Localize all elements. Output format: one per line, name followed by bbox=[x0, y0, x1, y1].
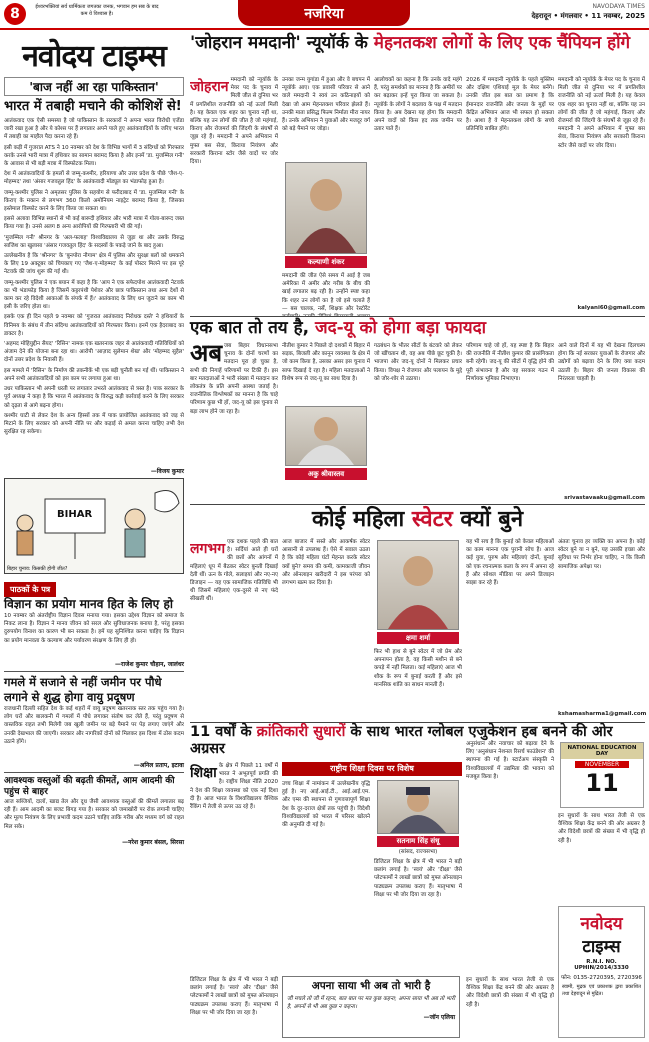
letter2-body: राजधानी दिल्ली सहित देश के कई शहरों में वायु प्रदूषण खतरनाक स्तर तक पहुंच गया है। लोग घरों और बालकनी में गमलों में पौधे लगाकर संतोष कर लेते हैं, परंतु प्रदूषण से वास्तविक राहत तभी मिलेगी जब खुली जमीन पर बड़े पैमाने पर पेड़ लगाए जाएंगे और उनकी देखभाल की जाएगी। सरकार और नागरिकों दोनों को मिलकर इस दिशा में ठोस कदम उठाने होंगे। bbox=[4, 706, 184, 745]
masthead-regn: R.N.I. NO. UPHIN/2014/3330 bbox=[574, 959, 629, 971]
author-name-kalyani: कल्याणी शंकर bbox=[285, 256, 367, 268]
cartoon bbox=[4, 478, 184, 574]
page-header bbox=[0, 0, 649, 30]
article4-col5: इन सुधारों के साथ भारत तेजी से एक वैश्विक शिक्षा केंद्र बनने की ओर अग्रसर है और विदेशी छात्रों की संख्या में भी वृद्धि हो रही है। bbox=[558, 813, 645, 844]
cartoon-drawing bbox=[5, 479, 183, 573]
calendar-month: NOVEMBER bbox=[575, 761, 629, 768]
author-photo-satnam bbox=[377, 780, 459, 834]
article3-col3: फिर भी हाथ से बुने स्वेटर में जो प्रेम और अपनापन होता है, वह किसी मशीन से बने कपड़े में नहीं मिलता। कई महिलाएं आज भी शौक के रूप में बुनाई करती हैं और इसे मानसिक शांति का साधन मानती हैं। bbox=[374, 649, 462, 688]
portrait-icon bbox=[286, 407, 366, 465]
header-date: देहरादून • मंगलवार • 11 नवम्बर, 2025 bbox=[531, 12, 645, 20]
article4-headline: 11 वर्षों के क्रांतिकारी सुधारों के साथ भारत ग्लोबल एजुकेशन हब बनने की ओर अग्रसर bbox=[190, 724, 613, 757]
author-photo-kshama bbox=[377, 540, 459, 630]
article3-col1: लगभग एक दशक पहले की बात है। सर्दियां आते ही घरों की छतों और आंगनों में महिलाएं धूप में बैठकर स्वेटर बुनती दिखाई देती थीं। ऊन के गोले, सलाइयां और नए-नए डिजाइन — यह एक सामाजिक गतिविधि भी थी जिसमें महिलाएं एक-दूसरे से नए फंदे सीखती थीं। bbox=[190, 539, 278, 603]
article4-badge: राष्ट्रीय शिक्षा दिवस पर विशेष bbox=[282, 762, 462, 776]
article1-col4: आलोचकों का कहना है कि उनके वादे महंगे हैं, परंतु समर्थकों का मानना है कि अमीरों पर कर बढ़ाकर इन्हें पूरा किया जा सकता है। न्यूयॉर्क के लोगों ने बदलाव के पक्ष में मतदान किया है। अब देखना यह होगा कि ममदानी अपने वादों को किस हद तक जमीन पर उतार पाते हैं। bbox=[374, 77, 462, 133]
header-brand: NAVODAYA TIMES bbox=[592, 3, 645, 10]
masthead-logo: नवोदय टाइम्स bbox=[580, 914, 623, 957]
header-quote: ईश्वरभक्तियां सर्व धार्मिकता जगतका जनक, भगवान हम सब के बाद कम ये विश्वास है। bbox=[35, 4, 159, 17]
author-photo-kalyani bbox=[285, 162, 367, 254]
article2-col1: अब जब बिहार विधानसभा चुनाव के दोनों चरणों का मतदान पूरा हो चुका है, सभी की निगाहें परिणामों पर टिकी हैं। इस बार मतदाताओं ने भारी संख्या में मतदान कर लोकतंत्र के प्रति अपनी आस्था जताई है। राजनीतिक विश्लेषकों का मानना है कि चाहे परिणाम कुछ भी हों, जद-यू को इस चुनाव से बड़ा लाभ होने जा रहा है। bbox=[190, 342, 278, 415]
article2-headline: एक बात तो तय है, जद-यू को होगा बड़ा फायदा bbox=[190, 318, 487, 338]
article3-col2: आज बाजार में सस्ते और आकर्षक स्वेटर आसानी से उपलब्ध हैं। ऐसे में सवाल उठता है कि कोई महिला घंटों मेहनत करके स्वेटर क्यों बुने? समय की कमी, कामकाजी जीवन और ऑनलाइन खरीदारी ने इस परंपरा को लगभग खत्म कर दिया है। bbox=[282, 539, 370, 587]
letter2-headline: गमले में सजाने से नहीं जमीन पर पौधे लगाने से शुद्ध होगा वायु प्रदूषण bbox=[4, 675, 162, 704]
newspaper-logo: नवोदय टाइम्स bbox=[22, 39, 166, 74]
article1-email: kalyani60@gmail.com bbox=[577, 305, 645, 311]
letter3-byline: —नरेश कुमार बंसल, सिरसा bbox=[122, 839, 184, 846]
editorial-column bbox=[4, 34, 184, 846]
page-number: 8 bbox=[4, 3, 26, 25]
article2-col4: परिणाम चाहे जो हों, यह स्पष्ट है कि बिहार की राजनीति में नीतीश कुमार की प्रासंगिकता बनी रहेगी। जद-यू की सीटों में वृद्धि होने की पूरी संभावना है और वह सरकार गठन में निर्णायक भूमिका निभाएगा। bbox=[466, 343, 554, 382]
portrait-icon bbox=[378, 781, 458, 833]
education-day-calendar bbox=[560, 742, 644, 808]
section-title: नजरिया bbox=[304, 6, 344, 22]
article1-col5: 2026 में ममदानी न्यूयॉर्क के पहले मुस्लिम और दक्षिण एशियाई मूल के मेयर बनेंगे। उनकी जीत इस बात का प्रमाण है कि ईमानदार राजनीति और जनता के मुद्दों पर केंद्रित अभियान आज भी सफल हो सकता है। आशा है वे मेहनतकश लोगों के सच्चे प्रतिनिधि साबित होंगे। bbox=[466, 77, 554, 133]
author-role-satnam: (सांसद, राज्यसभा) bbox=[398, 849, 438, 855]
poem-headline: अपना साया भी अब तो भारी है bbox=[311, 980, 431, 992]
article1-headline: 'जोहरान ममदानी' न्यूयॉर्क के मेहनतकश लोगों के लिए एक चैंपियन होंगे bbox=[190, 33, 631, 53]
masthead-info: स्वामी, मुद्रक एवं प्रकाशक द्वारा प्रकाशित तथा देहरादून से मुद्रित। bbox=[562, 984, 641, 997]
article1-col2: उनका जन्म युगांडा में हुआ और वे बचपन में न्यूयॉर्क आए। एक प्रवासी परिवार से आने वाले ममदानी ने स्वयं उन कठिनाइयों को देखा जो आम मेहनतकश परिवार झेलते हैं। उनकी माता प्रसिद्ध फिल्म निर्माता मीरा नायर हैं। उनके अभियान ने युवाओं और मजदूर वर्ग को बड़े पैमाने पर जोड़ा। bbox=[282, 77, 370, 133]
calendar-day: 11 bbox=[585, 769, 619, 797]
article3-col4: यह भी सच है कि बुनाई को केवल महिलाओं का काम मानना एक पुरानी सोच है। आज कई युवा, पुरुष और महिलाएं दोनों, बुनाई को एक रचनात्मक कला के रूप में अपना रहे हैं और सोशल मीडिया पर अपने डिजाइन साझा कर रहे हैं। bbox=[466, 539, 554, 587]
section-banner bbox=[238, 0, 410, 26]
editorial-body: आतंकवाद एक ऐसी समस्या है जो पाकिस्तान के सरकारों ने अपना भारत विरोधी एजेंडा जारी रखा हुआ है और ये कोश्‍स पर हैं लगातार अपने पाले हुए आतंकवादियों के जरिए भारत में तबाही का माहौल पैदा करना रहे हैं। इसी कड़ी में गुजरात ATS ने 10 नवम्बर को देश के विभिन्न भागों में 3 संदिग्धों को गिरफ्तार करके उनसे भारी मात्रा में हथियार का सामान बरामद किया है और इनमें 'डा. मुजम्मिल गनी' के आवास से भी बड़ी मात्रा में विस्फोटक मिला। देश में आतंकवादियों के हमलों से जम्मू-कश्मीर, हरियाणा और उत्तर प्रदेश के पीछे 'जैश-ए-मोहम्मद' तथा 'अंसार गजवतुल हिंद' के आतंकवादी मॉड्यूल का भंडाफोड़ हुआ है। जम्मू-कश्मीर पुलिस ने अमृतसर पुलिस के सहयोग से फरीदाबाद में 'डा. मुजम्मिल गनी' के किराए के मकान से लगभग 360 किलो अमोनियम नाइट्रेट बरामद किया है, जिसका इस्तेमाल विस्फोट करने के लिए किया जा सकता था। इससे अलावा विभिन्न स्थानों से भी कई बारूदी हथियार और भारी मात्रा में गोला-बारूद जब्त किया गया है। उनसे अलग 8 अन्य आरोपियों की गिरफ्तारी भी की गई। 'मुजम्मिल गनी' श्रीनगर के 'अल-फलाह' विश्वविद्यालय से जुड़ा था और उसके विरुद्ध साजिश का खुलासा 'अंसार गजवतुल हिंद' के सदस्यों के पकड़े जाने के बाद हुआ। उल्लेखनीय है कि 'श्रीनगर' के 'बुनपोरा नौगाम' क्षेत्र में पुलिस और सुरक्षा बलों को धमकाने के लिए 19 अक्टूबर को चिपकाए गए 'जैश-ए-मोहम्मद' के कई पोस्टर मिलने पर इस पूरे नेटवर्क की जांच शुरू की गई थी। जम्मू-कश्मीर पुलिस ने एक बयान में कहा है कि 'आप ने एक सफेदपोश आतंकवादी नेटवर्क का भी भंडाफोड़ किया है जिसमें कट्टरपंथी पेशेवर और छात्र पाकिस्तान तथा अन्य देशों से काम कर रहे विदेशी आकाओं के संपर्क में हैं।' आतंकवाद के लिए धन जुटाने का काम भी इसी के जरिए होता था। इसके एक ही दिन पहले 9 नवम्बर को 'गुजरात आतंकवाद निरोधक दस्ते' ने हथियारों के विनिमय के संबंध में तीन संदिग्ध आतंकवादियों को गिरफ्तार किया। इनमें एक हैदराबाद का डाक्टर है। 'अहमद मोहियुद्दीन सैयद' 'रिसिन' नामक एक खतरनाक जहर से आतंकवादी गतिविधियों को अंजाम देने की योजना बना रहा था। आरोपी 'आज़ाद सुलेमान शेख' और 'मोहम्मद सुहैल' दोनों उत्तर प्रदेश के निवासी हैं। इस मामले में 'रिसिन' के निर्माण की तकनीकें भी एक बड़ी चुनौती बन गई थीं। पाकिस्तान ने अपने सभी आतंकवादियों को इस काम पर लगाया हुआ था। उधर पाकिस्तान भी अपनी धरती पर लगातार उभरते आतंकवाद से त्रस्त है। पाक सरकार के पूर्व अध्यक्ष ने कहा है कि भारत में आतंकवाद के विरुद्ध कड़ी कार्रवाई करने के लिए सरकार को दृढ़ता से आगे बढ़ना होगा। कश्मीर घाटी से लेकर देश के अन्य हिस्सों तक में पाक प्रायोजित आतंकवाद को जड़ से मिटाने के लिए सरकार को अपनी नीति पर और कड़ाई से अमल करना चाहिए तभी देश सुरक्षित रह सकेगा। bbox=[4, 118, 184, 436]
article2-col5: आने वाले दिनों में यह भी देखना दिलचस्प होगा कि नई सरकार युवाओं के रोजगार और उद्योगों को बढ़ावा देने के लिए क्या कदम उठाती है। बिहार की जनता विकास की निरंतरता चाहती है। bbox=[558, 343, 645, 382]
article4-col3: डिजिटल शिक्षा के क्षेत्र में भी भारत ने बड़ी छलांग लगाई है। 'स्वयं' और 'दीक्षा' जैसे प्लेटफार्मों ने लाखों छात्रों को मुफ्त ऑनलाइन पाठ्यक्रम उपलब्ध कराए हैं। मातृभाषा में शिक्षा पर भी जोर दिया जा रहा है। bbox=[374, 859, 462, 898]
article2-email: srivastavaaku@gmail.com bbox=[564, 495, 645, 501]
poem-byline: —जॉन एलिया bbox=[423, 1014, 455, 1022]
cartoon-sign: BIHAR bbox=[57, 509, 93, 520]
letter1-body: 10 नवम्बर को अंतर्राष्ट्रीय विज्ञान दिवस मनाया गया। इसका उद्देश्य विज्ञान को समाज के निकट लाना है। विज्ञान ने मानव जीवन को सरल और सुविधाजनक बनाया है, परंतु इसका दुरुपयोग विनाश का कारण भी बन सकता है। हमें यह सुनिश्चित करना चाहिए कि विज्ञान का प्रयोग मानवता के कल्याण और पर्यावरण संरक्षण के लिए ही हो। bbox=[4, 613, 184, 644]
article1-col1: जोहरान ममदानी को न्यूयॉर्क के मेयर पद के चुनाव में मिली जीत से दुनिया भर में प्रगतिशील राजनीति को नई ऊर्जा मिली है। यह केवल एक शहर का चुनाव नहीं था, बल्कि यह उन लोगों की जीत है जो महंगाई, किराए और रोजमर्रा की जिंदगी के संघर्षों से जूझ रहे हैं। ममदानी ने अपने अभियान में मुफ्त बस सेवा, किराया नियंत्रण और सरकारी किराना स्टोर जैसे वादों पर जोर दिया। bbox=[190, 77, 278, 166]
article1-col6: ममदानी को न्यूयॉर्क के मेयर पद के चुनाव में मिली जीत से दुनिया भर में प्रगतिशील राजनीति को नई ऊर्जा मिली है। यह केवल एक शहर का चुनाव नहीं था, बल्कि यह उन लोगों की जीत है जो महंगाई, किराए और रोजमर्रा की जिंदगी के संघर्षों से जूझ रहे हैं। ममदानी ने अपने अभियान में मुफ्त बस सेवा, किराया नियंत्रण और सरकारी किराना स्टोर जैसे वादों पर जोर दिया। bbox=[558, 77, 645, 149]
author-name-kshama: क्षमा शर्मा bbox=[377, 632, 459, 644]
author-photo-aku bbox=[285, 406, 367, 466]
calendar-title: NATIONAL EDUCATION DAY bbox=[561, 743, 643, 759]
letter3-body: आज सब्जियों, दालों, खाद्य तेल और दूध जैसी आवश्यक वस्तुओं की कीमतें लगातार बढ़ रही हैं। आम आदमी का बजट बिगड़ गया है। सरकार को जमाखोरी पर रोक लगानी चाहिए और मूल्य नियंत्रण के लिए प्रभावी कदम उठाने चाहिए ताकि गरीब और मध्यम वर्ग को राहत मिल सके। bbox=[4, 799, 184, 830]
author-name-aku: अकु श्रीवास्तव bbox=[285, 468, 367, 480]
editorial-headline: भारत में तबाही मचाने की कोशिशें से! bbox=[4, 99, 182, 114]
editorial-quote-head: 'बाज नहीं आ रहा पाकिस्तान' bbox=[4, 77, 184, 96]
masthead-box bbox=[558, 906, 645, 1038]
portrait-icon bbox=[378, 541, 458, 629]
article4-col4-cont: इन सुधारों के साथ भारत तेजी से एक वैश्विक शिक्षा केंद्र बनने की ओर अग्रसर है और विदेशी छात्रों की संख्या में भी वृद्धि हो रही है। bbox=[466, 977, 554, 1008]
article1-col3: ममदानी की जीत ऐसे समय में आई है जब अमेरिका में अमीर और गरीब के बीच की खाई लगातार बढ़ रही है। उन्होंने स्पष्ट कहा कि शहर उन लोगों का है जो इसे चलाते हैं — बस चालक, नर्सें, शिक्षक और रेस्टोरेंट bbox=[282, 273, 370, 312]
poem-box bbox=[282, 976, 460, 1038]
letter2-byline: —अनिल प्रताप, इटावा bbox=[133, 762, 184, 769]
article4-col4: अनुसंधान और नवाचार को बढ़ावा देने के लिए 'अनुसंधान नेशनल रिसर्च फाउंडेशन' की स्थापना की गई है। स्टार्टअप संस्कृति ने विश्वविद्यालयों में उद्यमिता की भावना को मजबूत किया है। bbox=[466, 741, 554, 780]
portrait-icon bbox=[286, 163, 366, 253]
letter1-headline: विज्ञान का प्रयोग मानव हित के लिए हो bbox=[4, 597, 173, 611]
article3-col5: अंततः चुनाव हर व्यक्ति का अपना है। कोई स्वेटर बुने या न बुने, यह उसकी इच्छा और सुविधा पर निर्भर होना चाहिए, न कि किसी सामाजिक अपेक्षा पर। bbox=[558, 539, 645, 570]
article2-col2: नीतीश कुमार ने पिछले दो दशकों में बिहार में सड़क, बिजली और कानून व्यवस्था के क्षेत्र में जो काम किया है, उसका असर इस चुनाव में साफ दिखाई दे रहा है। महिला मतदाताओं ने विशेष रूप से जद-यू का साथ दिया है। bbox=[282, 343, 370, 382]
article4-col1: शिक्षा के क्षेत्र में पिछले 11 वर्षों में भारत ने अभूतपूर्व प्रगति की है। राष्ट्रीय शिक्षा नीति 2020 ने देश की शिक्षा व्यवस्था को एक नई दिशा दी है। आज भारत के विश्वविद्यालय वैश्विक रैंकिंग में तेजी से ऊपर उठ रहे हैं। bbox=[190, 763, 278, 811]
article4-col1-cont: डिजिटल शिक्षा के क्षेत्र में भी भारत ने बड़ी छलांग लगाई है। 'स्वयं' और 'दीक्षा' जैसे प्लेटफार्मों ने लाखों छात्रों को मुफ्त ऑनलाइन पाठ्यक्रम उपलब्ध कराए हैं। मातृभाषा में शिक्षा पर भी जोर दिया जा रहा है। bbox=[190, 977, 278, 1016]
article3-email: kshamasharma1@gmail.com bbox=[558, 711, 647, 717]
author-name-satnam: सतनाम सिंह संधू bbox=[377, 836, 459, 847]
cartoon-caption: बिहार चुनाव: किसकी होगी जीत? bbox=[7, 566, 68, 572]
readers-letters-tag: पाठकों के पत्र bbox=[4, 582, 56, 597]
letter1-byline: —राजेश कुमार चौहान, जालंधर bbox=[115, 661, 184, 668]
article3-headline: कोई महिला स्वेटर क्यों बुने bbox=[311, 507, 524, 532]
article2-col3: गठबंधन के भीतर सीटों के बंटवारे को लेकर जो खींचतान थी, वह अब पीछे छूट चुकी है। भाजपा और जद-यू दोनों ने मिलकर प्रचार किया। विपक्ष ने रोजगार और पलायन के मुद्दे को जोर-शोर से उठाया। bbox=[374, 343, 462, 382]
poem-text: जी मचले तो जी में रहना, बात बात पर मत कुछ कहना; अपना साया भी अब तो भारी है, अपनों से भी अब कुछ न कहना। bbox=[287, 996, 455, 1011]
editorial-byline: —विजय कुमार bbox=[150, 468, 184, 475]
masthead-phone: फोन: 0135-2720395, 2720396 bbox=[561, 975, 642, 981]
article4-col2: उच्च शिक्षा में नामांकन में उल्लेखनीय वृद्धि हुई है। नए आई.आई.टी., आई.आई.एम. और एम्स की स्थापना से गुणवत्तापूर्ण शिक्षा देश के दूर-दराज क्षेत्रों तक पहुंची है। विदेशी विश्वविद्यालयों को भारत में परिसर खोलने की अनुमति दी गई है। bbox=[282, 781, 370, 829]
letter3-headline: आवश्यक वस्तुओं की बढ़ती कीमतें, आम आदमी की पहुंच से बाहर bbox=[4, 776, 175, 797]
